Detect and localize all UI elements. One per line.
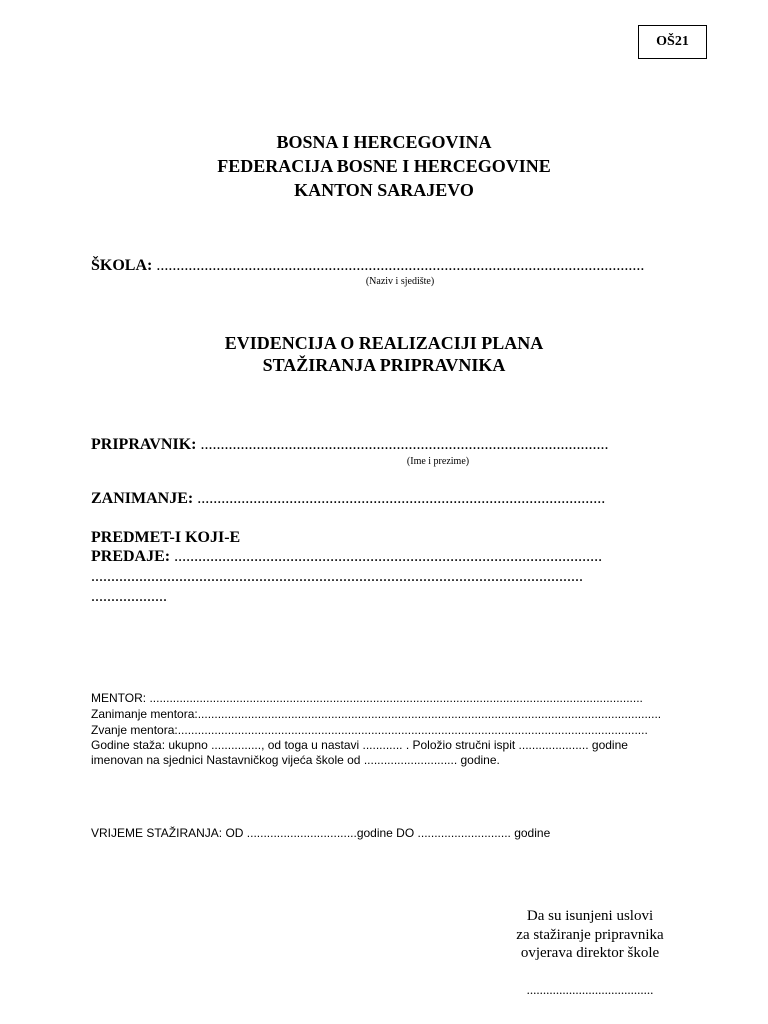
- mentor-title-line: Zvanje mentora:.............................................................................................................................................: [91, 723, 648, 737]
- director-note-line1: Da su isunjeni uslovi: [526, 908, 654, 924]
- director-signature-line: .......................................: [526, 982, 654, 997]
- director-note-line3: ovjerava direktor škole: [520, 945, 660, 961]
- mentor-name-line: MENTOR: ....................................................................................................................................................: [91, 691, 643, 705]
- document-title-line1: EVIDENCIJA O REALIZACIJI PLANA: [224, 333, 544, 353]
- subjects-line4: [91, 587, 674, 607]
- school-value: ..........................................................................................................................: [156, 257, 645, 274]
- subjects-end: ...................: [91, 588, 167, 605]
- subjects-label-line2: PREDAJE:: [91, 548, 171, 565]
- header-country: BOSNA I HERCEGOVINA: [276, 132, 492, 152]
- internship-period: VRIJEME STAŽIRANJA: OD .................................godine DO ............................ godine: [91, 826, 551, 840]
- occupation-value: ......................................................................................................: [197, 490, 606, 507]
- trainee-label: PRIPRAVNIK:: [91, 436, 197, 453]
- header-federation: FEDERACIJA BOSNE I HERCEGOVINE: [217, 156, 551, 176]
- mentor-appointment-line: imenovan na sjednici Nastavničkog vijeća škole od ............................ godine.: [91, 753, 500, 767]
- subjects-continuation: ...........................................................................................................................: [91, 568, 583, 585]
- header-canton: KANTON SARAJEVO: [294, 180, 474, 200]
- school-field: [91, 256, 674, 276]
- subjects-value: ...........................................................................................................: [174, 548, 603, 565]
- form-code: OŠ21: [656, 34, 689, 49]
- subjects-label-line1: PREDMET-I KOJI-E: [91, 529, 241, 546]
- mentor-experience-line: Godine staža: ukupno ..............., od toga u nastavi ............ . Položio stručni ispit ..................... godine: [91, 738, 628, 752]
- document-title-line2: STAŽIRANJA PRIPRAVNIKA: [262, 355, 506, 375]
- occupation-field: [91, 489, 674, 509]
- school-hint: (Naziv i sjedište): [365, 276, 435, 287]
- occupation-label: ZANIMANJE:: [91, 490, 194, 507]
- trainee-field: [91, 435, 674, 455]
- trainee-value: ......................................................................................................: [200, 436, 609, 453]
- subjects-field: [91, 547, 674, 567]
- school-label: ŠKOLA:: [91, 257, 153, 274]
- director-note-line2: za stažiranje pripravnika: [516, 927, 664, 943]
- trainee-hint: (Ime i prezime): [406, 456, 470, 467]
- subjects-line3: [91, 567, 674, 587]
- form-code-box: [638, 25, 707, 59]
- mentor-occupation-line: Zanimanje mentora:...........................................................................................................................................: [91, 707, 662, 721]
